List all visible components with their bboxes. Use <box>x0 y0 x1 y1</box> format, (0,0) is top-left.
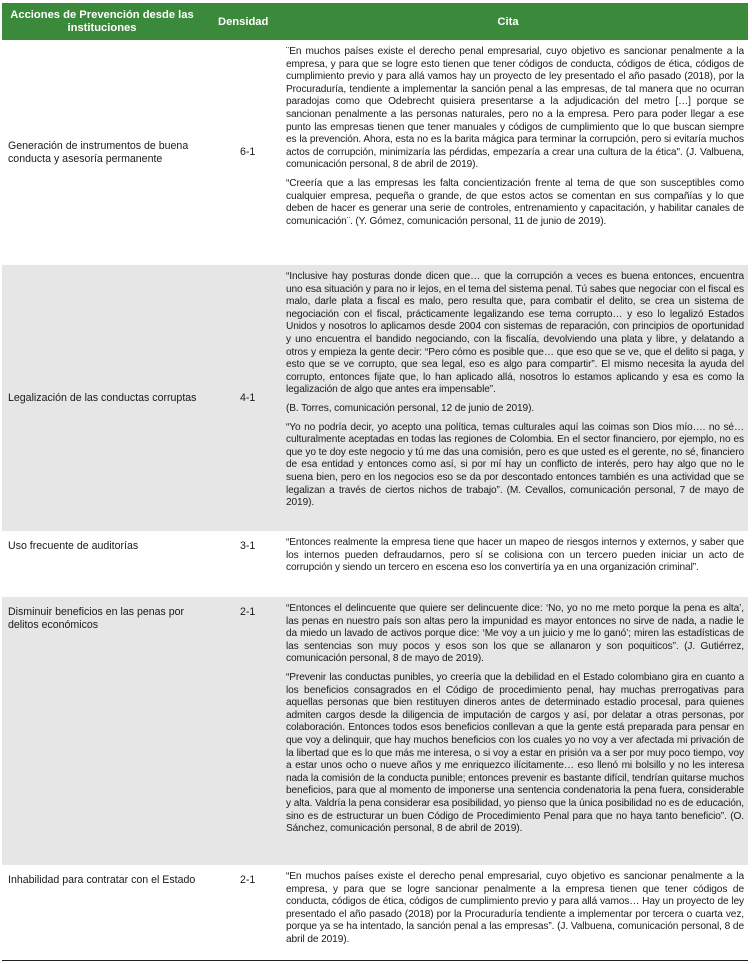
cita-cell <box>270 865 748 957</box>
action-cell: Legalización de las conductas corruptas <box>8 391 197 404</box>
table-row <box>2 40 748 265</box>
quote: “Entonces realmente la empresa tiene que hacer un mapeo de riesgos internos y externos, y saber que los internos pueden defraudarnos, pero sí se colisiona con un tercero pueden iniciar un acto de corrupción y siendo un tercero en escena eso los convertiría ya en una organización criminal”. <box>286 537 744 574</box>
quote: “Entonces el delincuente que quiere ser delincuente dice: ‘No, yo no me meto porque la pena es alta’, las penas en nuestro país son altas pero la impunidad es mayor entonces no sirve de nada, a nadie le da miedo un lavado de activos porque dice: ‘Me voy a un juicio y me lo ganó’; miren las estadísticas de las sentencias son muy pocos y esos son los que se allanaron y son poquiticos”. (J. Gutiérrez, comunicación personal, 8 de mayo de 2019). <box>286 603 744 665</box>
header-density: Densidad <box>218 15 269 28</box>
action-cell: Uso frecuente de auditorías <box>8 540 139 552</box>
header-cita: Cita <box>497 15 519 28</box>
density-cell: 6-1 <box>240 146 256 158</box>
cita-cell <box>270 40 748 265</box>
action-cell: Disminuir beneficios en las penas por delitos económicos <box>8 606 185 631</box>
density-cell: 4-1 <box>240 391 256 404</box>
table-row <box>2 865 748 957</box>
quote: “En muchos países existe el derecho penal empresarial, cuyo objetivo es sancionar penalmente a la empresa, y para que se logre sancionar penalmente a la empresa tienen que tener códigos de conducta, códigos de ética, códigos de cumplimiento previo y para allá vamos… Hay un proyecto de ley presentado el año pasado (2018) por la Procuraduría tendiente a implementar por tercera o cuarta vez, porque ya se ha intentado, la sanción penal a las empresas”. (J. Valbuena, comunicación personal, 8 de abril de 2019). <box>286 871 744 945</box>
table-row <box>2 597 748 865</box>
cita-cell <box>270 265 748 531</box>
action-cell: Inhabilidad para contratar con el Estado <box>8 874 196 886</box>
density-cell: 2-1 <box>240 606 256 618</box>
table-row <box>2 265 748 531</box>
quote: “Creería que a las empresas les falta concientización frente al tema de que son susceptibles como cualquier empresa, pequeña o grande, de que estos actos se comentan en sus compañías y lo que deben de hacer es generar una serie de controles, entrenamiento y capacitación, y habilitar canales de comunicación¨. (Y. Gómez, comunicación personal, 11 de junio de 2019). <box>286 177 744 227</box>
density-cell: 2-1 <box>240 874 256 886</box>
table-bottom-rule <box>2 960 748 961</box>
density-cell: 3-1 <box>240 540 256 552</box>
quote: “Inclusive hay posturas donde dicen que… que la corrupción a veces es buena entonces, encuentra uno esa situación y para no ir lejos, en el tema del sistema penal. Tú sabes que negociar con el fiscal es malo, darle plata a fiscal es malo, pero resulta que, para combatir el delito, se crea un sistema de negociación con el fiscal, prácticamente legalizando ese tema corrupto… y eso lo legalizó Estados Unidos y nosotros lo aplicamos desde 2004 con sistemas de reparación, con principios de oportunidad y uno encuentra el bandido negociando, con la fiscalía, devolviendo una plata y libre, y delatando a otros y empieza la gente decir: “Pero cómo es posible que… que eso que se ve, que el delito si paga, y esto que se ve corrupto, que sea legal, eso es algo para compartir”. El mismo necesita la ayuda del corrupto, entonces fijate que, lo han aplicado allá, nosotros lo estamos aplicando y esa es como la legalización de algo que antes era impensable”. <box>286 271 744 396</box>
header-action: Acciones de Prevención desde las instituciones <box>10 8 194 34</box>
cita-cell <box>270 597 748 865</box>
quote: (B. Torres, comunicación personal, 12 de junio de 2019). <box>286 402 535 414</box>
table-header <box>2 3 748 40</box>
quote: “Prevenir las conductas punibles, yo creería que la debilidad en el Estado colombiano gira en cuanto a los beneficios consagrados en el Código de procedimiento penal, hay muchas prerrogativas para aquellas personas que bien restituyen dineros antes de determinado estadio procesal, para quienes admiten cargos desde la diligencia de imputación de cargos y así, por delatar a otras personas, por colaboración. Entonces todos esos beneficios conllevan a que la gente está preparada para pensar en que voy a delinquir, que hay muchos beneficios con los cuales yo no voy a ver afectada mi privación de la libertad que es lo que más me interesa, o si voy a estar en prisión va a ser por muy poco tiempo, voy a estar unos ocho o nueve años y me enriquezco ilícitamente… eso llenó mi bolsillo y no les interesa nada la comisión de la conducta punible; entonces prevenir es bastante difícil, tendrían quitarse muchos beneficios, para que al momento de imponerse una sentencia condenatoria la pena fuera, considerable y alta. Valdría la pena considerar esa posibilidad, yo pienso que la única posibilidad no es de educación, sino es de estructurar un buen Código de Procedimiento Penal para que no haya tanto beneficio”. (O. Sánchez, comunicación personal, 8 de abril de 2019). <box>286 671 744 835</box>
action-cell: Generación de instrumentos de buena conducta y asesoría permanente <box>8 139 189 165</box>
prevention-actions-table <box>2 3 748 957</box>
cita-cell <box>270 531 748 597</box>
quote: ¨En muchos países existe el derecho penal empresarial, cuyo objetivo es sancionar penalmente a la empresa, y para que se logre esto tienen que tener códigos de conducta, códigos de ética, códigos de cumplimiento previo y para allá vamos hay un proyecto de ley presentado el año pasado (2018), por la Procuraduría, tendiente a implementar la sanción penal a las empresas, de tal manera que no ocurran paradojas como que Odebrecht quisiera presentarse a la adjudicación del metro […] porque se sancionan penalmente a las personas naturales, pero no a la empresa. Pero para poder llegar a ese punto las empresas tienen que tener manuales y códigos de cumplimiento que lo que buscan siempre es la prevención. Ahora, esta no es la barita mágica para terminar la corrupción, pero si evitaría muchos actos de corrupción, minimizaría las pérdidas, empezaría a crear una cultura de la ética". (J. Valbuena, comunicación personal, 8 de abril de 2019). <box>286 46 744 171</box>
table-row <box>2 531 748 597</box>
quote: “Yo no podría decir, yo acepto una política, temas culturales aquí las coimas son Dios mío…. no sé… culturalmente aceptadas en todas las regiones de Colombia. En el sector financiero, por ejemplo, no es que yo te doy este negocio y tú me das una comisión, pero es que usted es el gerente, no sé, financiero de esa entidad y entonces como así, si por mí hay un conflicto de interés, pero hay algo que no le suena bien, pero en los negocios eso se da por descontado entonces también es una actividad que se legalizan a través de ciertos nichos de trabajo”. (M. Cevallos, comunicación personal, 7 de mayo de 2019). <box>286 421 744 509</box>
